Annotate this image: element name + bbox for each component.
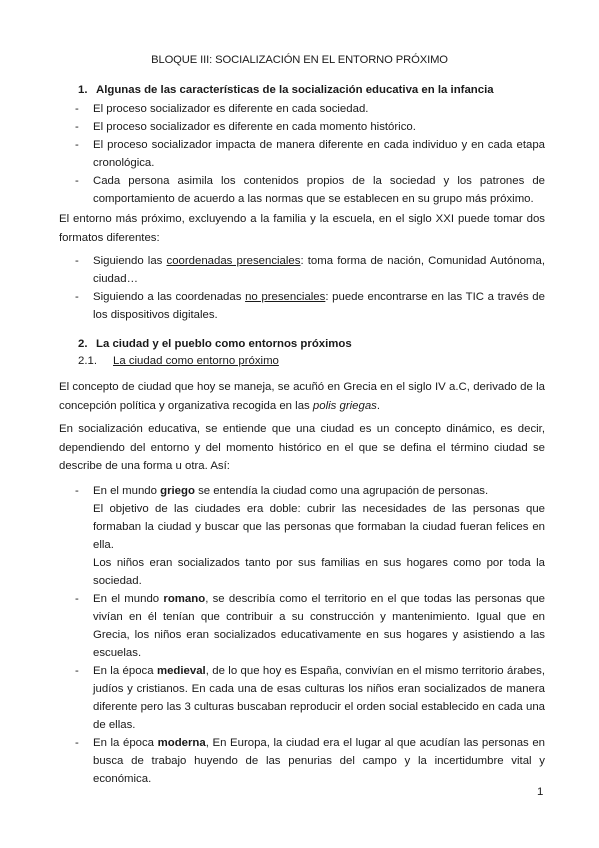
page-number: 1	[537, 786, 544, 798]
section-1-number: 1.	[78, 84, 88, 96]
entorno-paragraph: El entorno más próximo, excluyendo a la familia y la escuela, en el siglo XXI puede tomar dos formatos diferentes:	[59, 213, 545, 244]
list-item: - El proceso socializador es diferente en cada sociedad.	[75, 103, 369, 115]
list-item: - El proceso socializador impacta de manera diferente en cada individuo y en cada etapa cronológica.	[75, 139, 545, 169]
list-item: - Siguiendo a las coordenadas no presenciales: puede encontrarse en las TIC a través de los dispositivos digitales.	[75, 291, 545, 321]
list-item-moderna: - En la época moderna, En Europa, la ciudad era el lugar al que acudían las personas en busca de trabajo huyendo de las penurias del campo y la incertidumbre vital y económica.	[75, 737, 546, 785]
subsection-2-1-heading	[78, 355, 279, 367]
section-2-title: La ciudad y el pueblo como entornos próximos	[96, 338, 352, 350]
formats-list	[75, 252, 545, 324]
section-2-heading	[78, 338, 352, 350]
subsection-2-1-title: La ciudad como entorno próximo	[113, 355, 279, 367]
ciudad-concept-paragraph: El concepto de ciudad que hoy se maneja, se acuñó en Grecia en el siglo IV a.C, derivado de la concepción política y organizativa recogida en las polis griegas.	[59, 381, 545, 412]
eras-list	[75, 482, 545, 788]
subsection-2-1-number: 2.1.	[78, 355, 97, 367]
section-1-title: Algunas de las características de la socialización educativa en la infancia	[96, 84, 494, 96]
list-item-medieval: - En la época medieval, de lo que hoy es España, convivían en el mismo territorio árabes, judíos y cristianos. En cada una de esas culturas los niños eran socializados de manera diferente pero las 3 culturas buscaban reproducir el orden social establecido en cada una de ellas.	[75, 665, 546, 731]
list-item-griego: - En el mundo griego se entendía la ciudad como una agrupación de personas. El objetivo de las ciudades era doble: cubrir las necesidades de las personas que formaban la ciudad y buscar que las personas que formaban la ciudad fueran felices en ella. Los niños eran socializados tanto por sus familias en sus hogares como por toda la sociedad.	[75, 485, 545, 587]
list-item: - El proceso socializador es diferente en cada momento histórico.	[75, 121, 416, 133]
section-2-number: 2.	[78, 338, 88, 350]
term-no-presenciales: no presenciales	[245, 291, 326, 303]
list-item: - Cada persona asimila los contenidos propios de la sociedad y los patrones de comportamiento de acuerdo a las normas que se establecen en su grupo más próximo.	[75, 175, 545, 205]
characteristics-list	[75, 100, 545, 208]
socializacion-paragraph: En socialización educativa, se entiende que una ciudad es un concepto dinámico, es decir, dependiendo del entorno y del momento histórico en el que se defina el término ciudad se describe de una forma u otra. Así:	[59, 423, 545, 472]
list-item-romano: - En el mundo romano, se describía como el territorio en el que todas las personas que vivían en él tenían que contribuir a su construcción y mantenimiento. Igual que en Grecia, los niños eran socializados educativamente en sus hogares y asistiendo a las escuelas.	[75, 593, 546, 659]
document-title: BLOQUE III: SOCIALIZACIÓN EN EL ENTORNO PRÓXIMO	[151, 54, 448, 66]
section-1-heading	[78, 84, 494, 96]
term-presenciales: coordenadas presenciales	[166, 255, 301, 267]
list-item: - Siguiendo las coordenadas presenciales: toma forma de nación, Comunidad Autónoma, ciudad…	[75, 255, 545, 285]
